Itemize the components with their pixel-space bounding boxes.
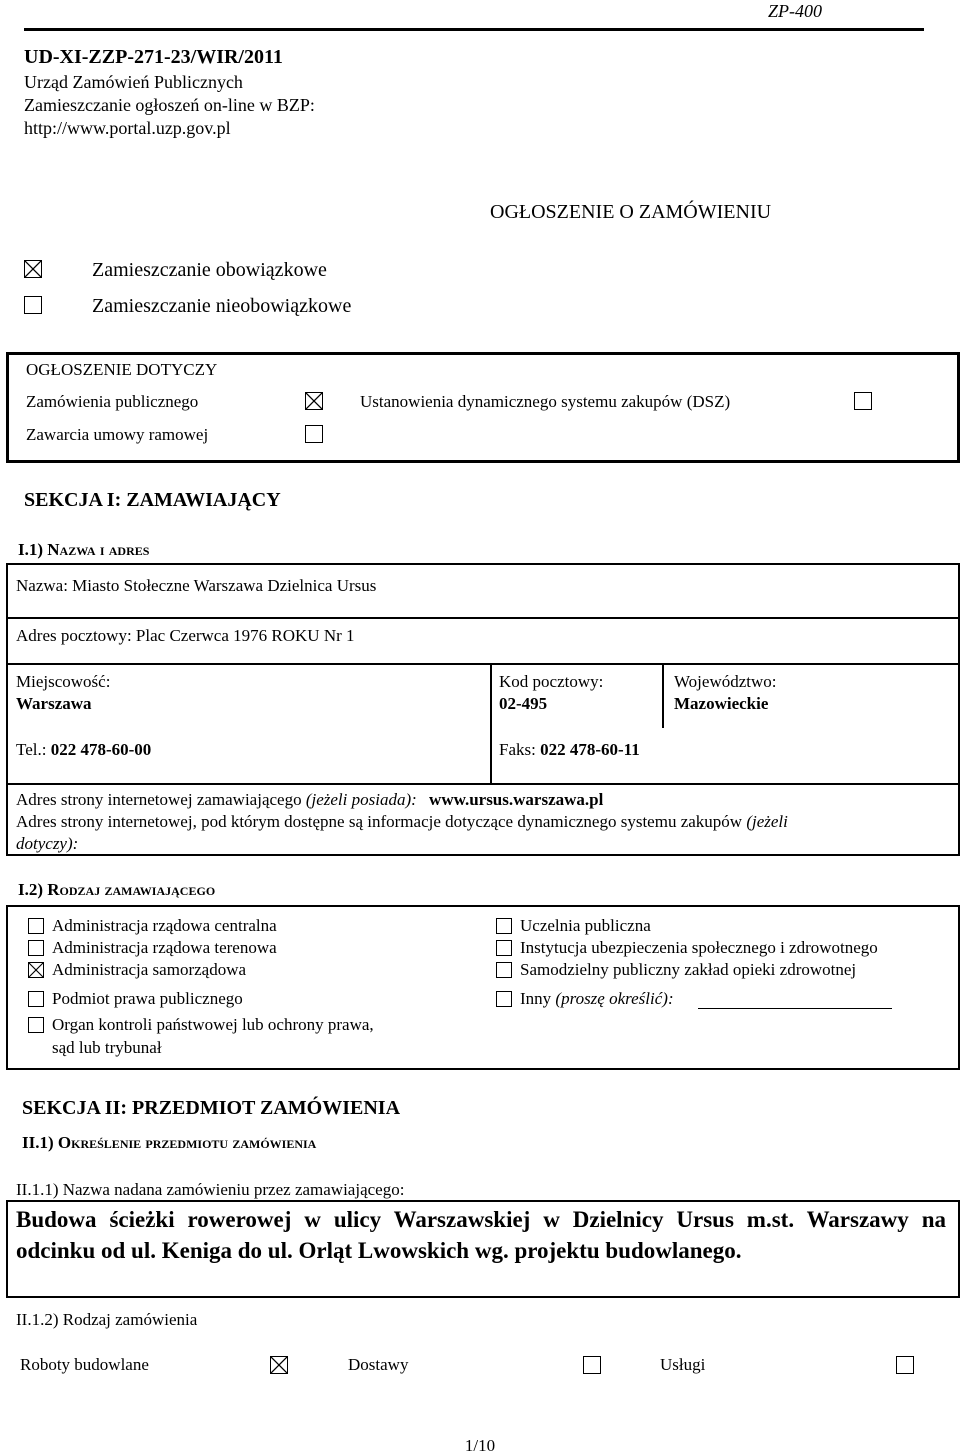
public-contract-checkbox[interactable]: [305, 392, 323, 410]
row-divider: [6, 663, 960, 665]
reference-number: UD-XI-ZZP-271-23/WIR/2011: [24, 46, 283, 68]
postal-code-value: 02-495: [499, 694, 548, 713]
fax-row: [499, 740, 640, 760]
check-mark-icon: [306, 393, 322, 409]
services-label: Usługi: [660, 1355, 706, 1374]
postal-address-row: [16, 626, 355, 646]
buyer-type-label: Administracja rządowa terenowa: [52, 938, 277, 957]
notice-title: OGŁOSZENIE O ZAMÓWIENIU: [490, 201, 772, 223]
buyer-type-checkbox[interactable]: [28, 1017, 44, 1033]
section-2-1-heading: [22, 1133, 316, 1153]
buyer-type-checkbox[interactable]: [496, 918, 512, 934]
dps-website-label: Adres strony internetowej, pod którym dostępne są informacje dotyczące dynamicznego systemu zakupów: [16, 812, 743, 831]
buyer-type-label: Uczelnia publiczna: [520, 916, 651, 935]
row-divider: [6, 783, 960, 785]
website-label: Adres strony internetowej zamawiającego: [16, 790, 302, 809]
contract-name: Budowa ścieżki rowerowej w ulicy Warszawskiej w Dzielnicy Ursus m.st. Warszawy na odcinku od ul. Keniga do ul. Orląt Lwowskich wg. projektu budowlanego.: [16, 1207, 946, 1263]
portal-url[interactable]: http://www.portal.uzp.gov.pl: [24, 118, 231, 138]
check-mark-icon: [25, 261, 41, 277]
section-1-2-number: I.2): [18, 880, 44, 899]
dps-checkbox[interactable]: [854, 392, 872, 410]
section-1-heading: SEKCJA I: ZAMAWIAJĄCY: [24, 489, 281, 511]
postal-address-label: Adres pocztowy:: [16, 626, 132, 645]
fax-value: 022 478-60-11: [540, 740, 640, 759]
works-checkbox[interactable]: [270, 1356, 288, 1374]
buyer-name-label: Nazwa:: [16, 576, 68, 595]
buyer-type-label: Podmiot prawa publicznego: [52, 989, 243, 1008]
works-label: Roboty budowlane: [20, 1355, 149, 1374]
fax-label: Faks:: [499, 740, 536, 759]
buyer-type-other-row: [520, 989, 674, 1009]
buyer-type-checkbox[interactable]: [28, 962, 44, 978]
phone-value: 022 478-60-00: [50, 740, 152, 759]
buyer-type-checkbox[interactable]: [496, 962, 512, 978]
other-input-line[interactable]: [698, 1008, 892, 1009]
section-1-1-heading: [18, 540, 149, 560]
framework-checkbox[interactable]: [305, 425, 323, 443]
page-number: 1/10: [464, 1436, 496, 1455]
dps-website-condition: (jeżeli: [746, 812, 788, 831]
supplies-label: Dostawy: [348, 1355, 409, 1374]
buyer-type-label: Administracja rządowa centralna: [52, 916, 277, 935]
city-value: Warszawa: [16, 694, 92, 713]
section-2-1-2-label: II.1.2) Rodzaj zamówienia: [16, 1310, 198, 1329]
publish-note: Zamieszczanie ogłoszeń on-line w BZP:: [24, 95, 315, 115]
optional-checkbox[interactable]: [24, 296, 42, 314]
section-1-2-heading: [18, 880, 215, 900]
buyer-type-label-cont: sąd lub trybunał: [52, 1038, 162, 1057]
other-hint: (proszę określić):: [555, 989, 674, 1008]
check-mark-icon: [271, 1357, 287, 1373]
buyer-name-row: [16, 576, 376, 596]
phone-label: Tel.:: [16, 740, 47, 759]
office-name: Urząd Zamówień Publicznych: [24, 72, 243, 92]
notice-concerns-header: OGŁOSZENIE DOTYCZY: [26, 360, 218, 379]
section-2-1-title: Określenie przedmiotu zamówienia: [57, 1133, 317, 1152]
public-contract-label: Zamówienia publicznego: [26, 392, 199, 411]
section-1-2-title: Rodzaj zamawiającego: [47, 880, 216, 899]
website-row: [16, 790, 946, 810]
buyer-type-label: Instytucja ubezpieczenia społecznego i zdrowotnego: [520, 938, 878, 957]
section-2-heading: SEKCJA II: PRZEDMIOT ZAMÓWIENIA: [22, 1097, 401, 1119]
buyer-type-checkbox[interactable]: [496, 940, 512, 956]
form-code: ZP-400: [768, 1, 822, 21]
province-value: Mazowieckie: [674, 694, 769, 713]
mandatory-label: Zamieszczanie obowiązkowe: [92, 259, 327, 281]
dps-label: Ustanowienia dynamicznego systemu zakupów (DSZ): [360, 392, 731, 411]
column-divider: [662, 663, 664, 728]
section-1-1-title: Nazwa i adres: [47, 540, 150, 559]
buyer-type-checkbox[interactable]: [28, 918, 44, 934]
header-rule: [24, 28, 924, 31]
buyer-type-label: Inny: [520, 989, 552, 1008]
phone-row: [16, 740, 151, 760]
mandatory-checkbox[interactable]: [24, 260, 42, 278]
supplies-checkbox[interactable]: [583, 1356, 601, 1374]
dps-website-row: [16, 812, 946, 832]
buyer-type-checkbox[interactable]: [496, 991, 512, 1007]
section-2-1-number: II.1): [22, 1133, 54, 1152]
section-1-1-number: I.1): [18, 540, 44, 559]
website-condition: (jeżeli posiada):: [305, 790, 417, 809]
buyer-type-label: Organ kontroli państwowej lub ochrony prawa,: [52, 1015, 374, 1034]
services-checkbox[interactable]: [896, 1356, 914, 1374]
dps-website-condition-cont: dotyczy):: [16, 834, 79, 853]
buyer-type-checkbox[interactable]: [28, 940, 44, 956]
optional-label: Zamieszczanie nieobowiązkowe: [92, 295, 352, 317]
framework-label: Zawarcia umowy ramowej: [26, 425, 209, 444]
section-2-1-1-label: II.1.1) Nazwa nadana zamówieniu przez zamawiającego:: [16, 1180, 405, 1199]
website-value[interactable]: www.ursus.warszawa.pl: [429, 790, 604, 809]
buyer-type-label: Administracja samorządowa: [52, 960, 247, 979]
check-mark-icon: [29, 963, 43, 977]
postal-address-value: Plac Czerwca 1976 ROKU Nr 1: [135, 626, 355, 645]
city-label: Miejscowość:: [16, 672, 111, 691]
buyer-type-checkbox[interactable]: [28, 991, 44, 1007]
province-label: Województwo:: [674, 672, 777, 691]
column-divider: [490, 663, 492, 783]
buyer-type-label: Samodzielny publiczny zakład opieki zdrowotnej: [520, 960, 857, 979]
row-divider: [6, 617, 960, 619]
buyer-name-value: Miasto Stołeczne Warszawa Dzielnica Ursus: [72, 576, 377, 595]
postal-code-label: Kod pocztowy:: [499, 672, 604, 691]
